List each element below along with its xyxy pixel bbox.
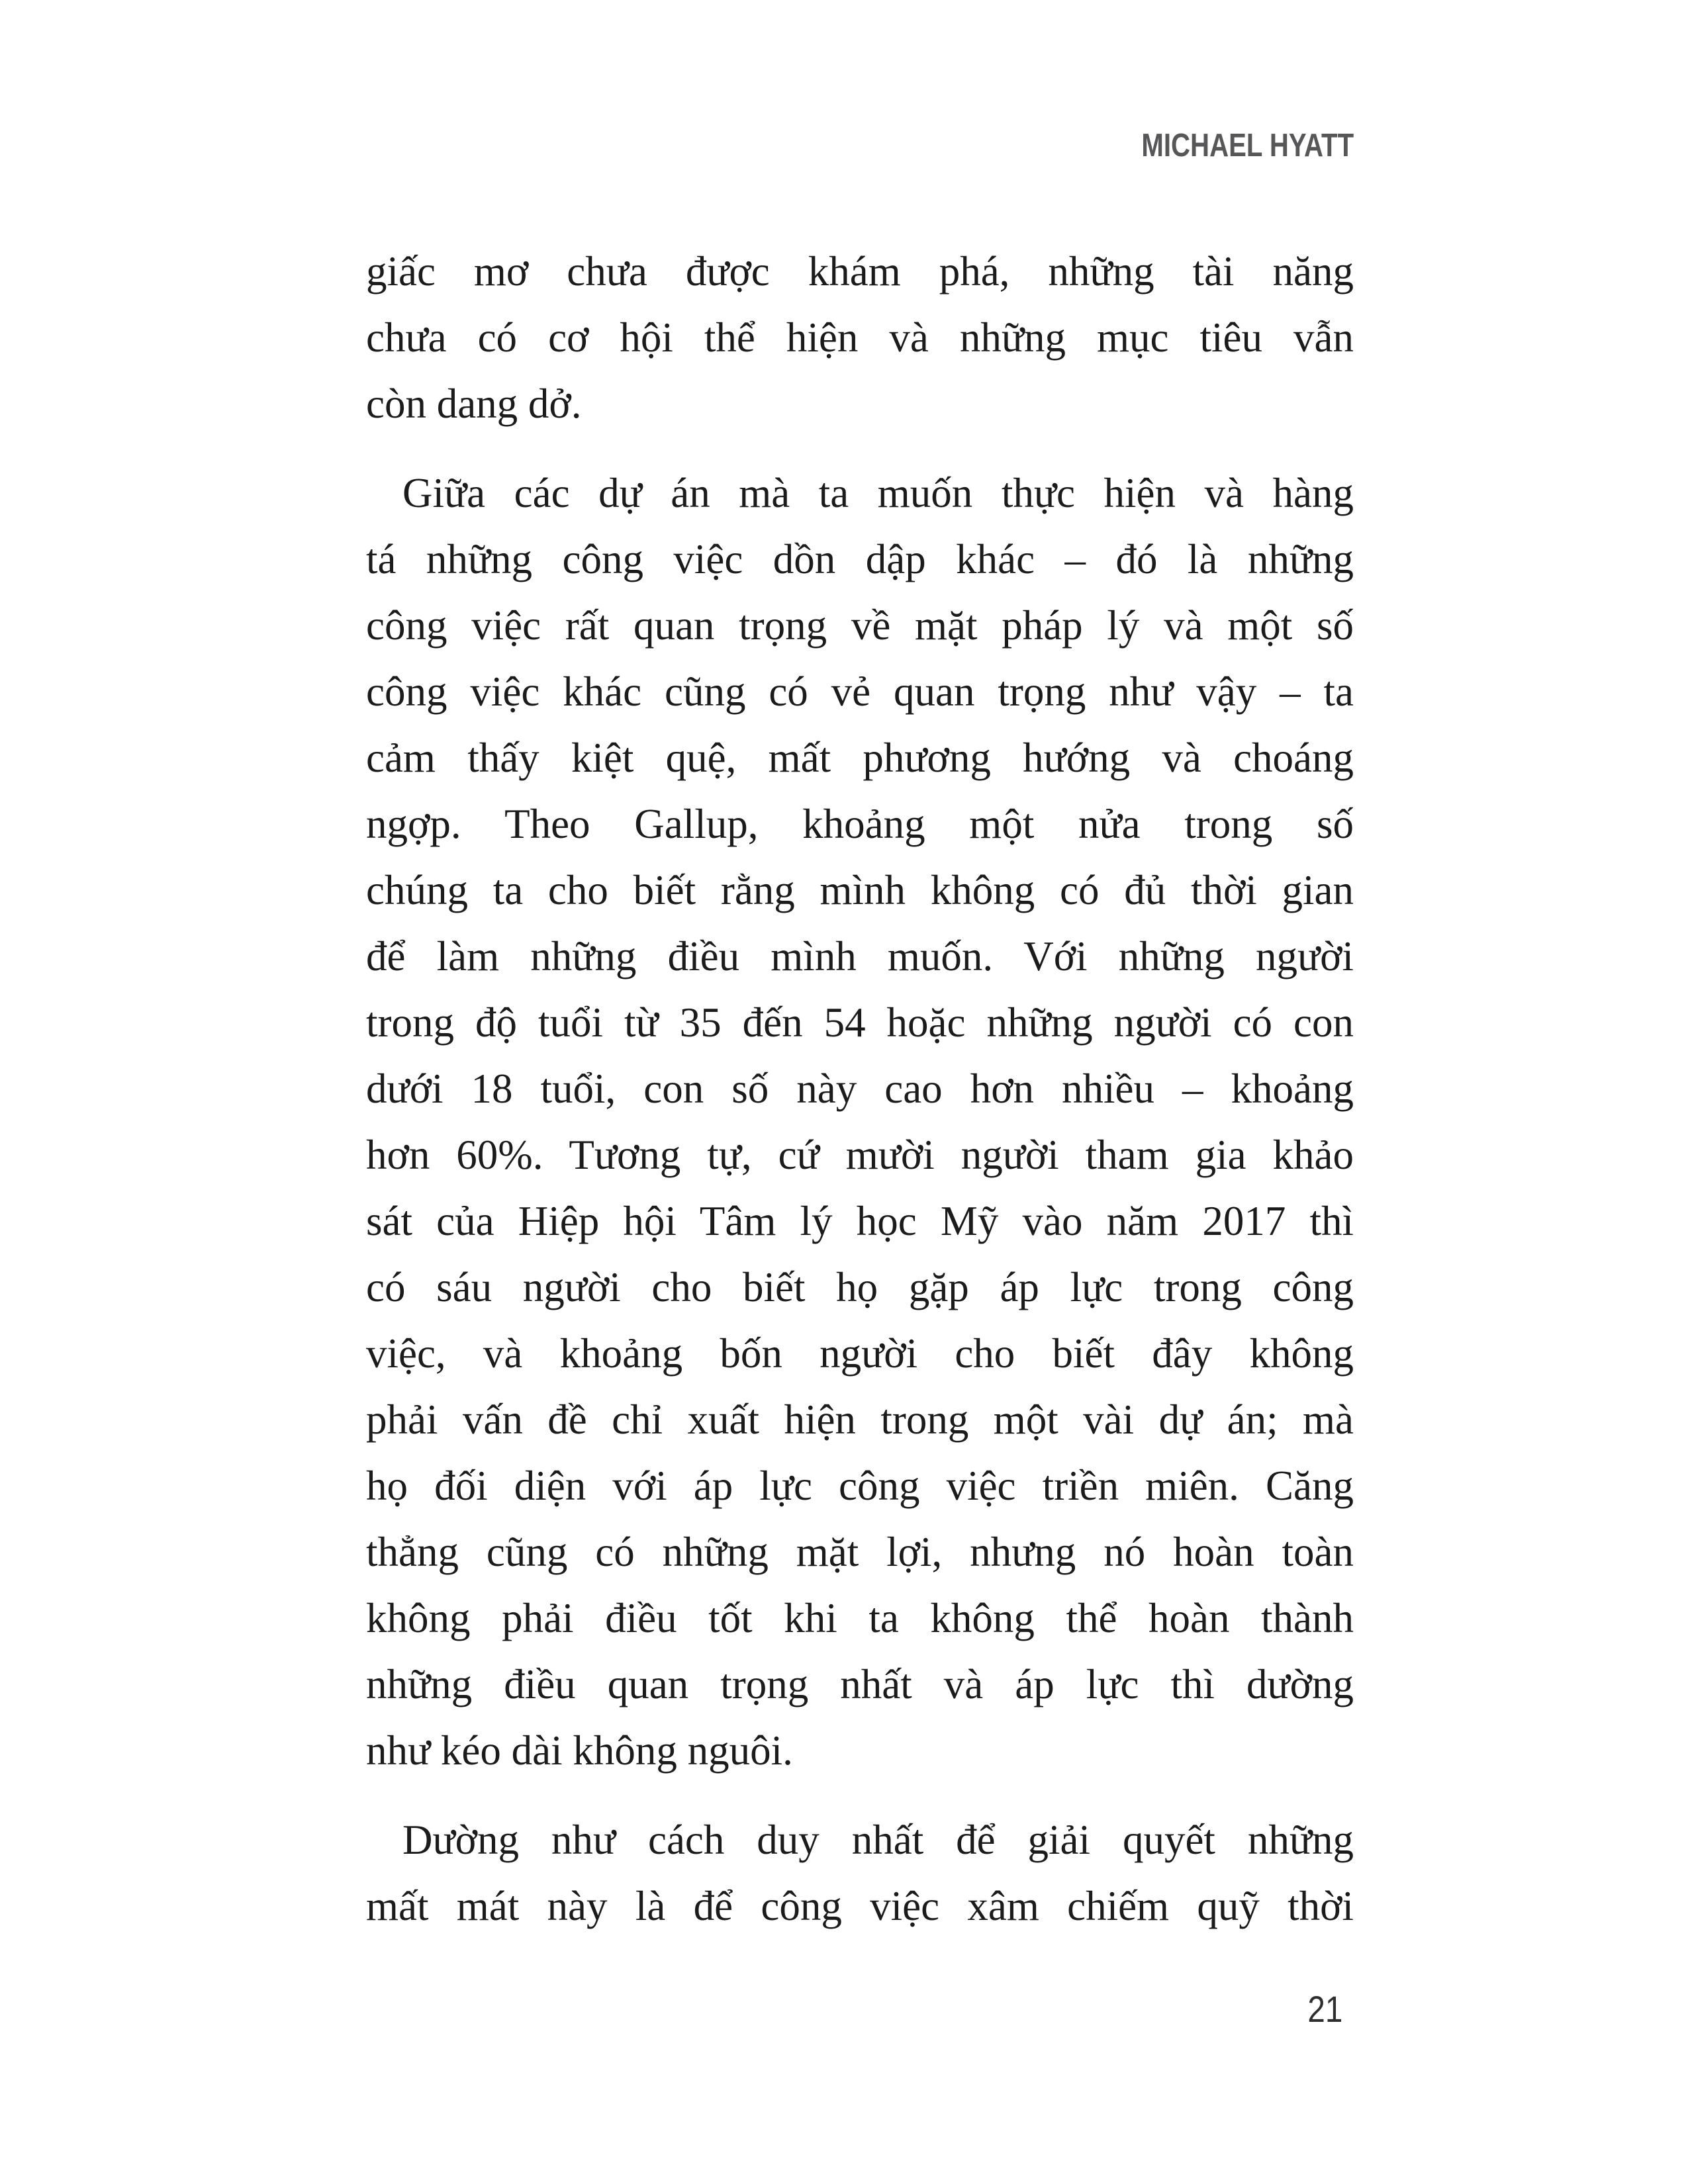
text-line: chưa có cơ hội thể hiện và những mục tiêu vẫn [366,314,1354,361]
text-line: dưới 18 tuổi, con số này cao hơn nhiều – khoảng [366,1066,1354,1112]
text-line: sát của Hiệp hội Tâm lý học Mỹ vào năm 2017 thì [366,1198,1354,1244]
text-line: công việc khác cũng có vẻ quan trọng như vậy – ta [366,668,1354,715]
text-line: Dường như cách duy nhất để giải quyết những [402,1817,1354,1863]
page-body [366,238,1354,1939]
text-line: còn dang dở. [366,381,582,427]
text-line: tá những công việc dồn dập khác – đó là những [366,536,1354,582]
running-header-author: MICHAEL HYATT [1141,128,1354,163]
text-line: để làm những điều mình muốn. Với những người [366,933,1354,979]
page-number: 21 [1307,1988,1342,2030]
text-line: mất mát này là để công việc xâm chiếm quỹ thời [366,1883,1354,1929]
text-line: có sáu người cho biết họ gặp áp lực trong công [366,1264,1354,1310]
text-line: họ đối diện với áp lực công việc triền miên. Căng [366,1463,1354,1509]
text-line: không phải điều tốt khi ta không thể hoàn thành [366,1595,1354,1641]
text-line: ngợp. Theo Gallup, khoảng một nửa trong số [366,801,1354,847]
paragraph [366,238,1354,437]
text-line: chúng ta cho biết rằng mình không có đủ thời gian [366,867,1354,913]
text-line: thẳng cũng có những mặt lợi, nhưng nó hoàn toàn [366,1529,1354,1575]
text-line: những điều quan trọng nhất và áp lực thì dường [366,1661,1354,1707]
text-line: công việc rất quan trọng về mặt pháp lý và một số [366,602,1354,649]
text-line: trong độ tuổi từ 35 đến 54 hoặc những người có con [366,999,1354,1046]
text-line: như kéo dài không nguôi. [366,1727,793,1774]
paragraph [366,1807,1354,1939]
paragraph [366,460,1354,1784]
running-header [366,130,1354,162]
text-line: Giữa các dự án mà ta muốn thực hiện và hàng [402,470,1354,516]
text-line: giấc mơ chưa được khám phá, những tài năng [366,248,1354,295]
text-line: phải vấn đề chỉ xuất hiện trong một vài dự án; mà [366,1396,1354,1443]
text-line: cảm thấy kiệt quệ, mất phương hướng và choáng [366,735,1354,781]
text-line: hơn 60%. Tương tự, cứ mười người tham gia khảo [366,1132,1354,1178]
text-line: việc, và khoảng bốn người cho biết đây không [366,1330,1354,1377]
